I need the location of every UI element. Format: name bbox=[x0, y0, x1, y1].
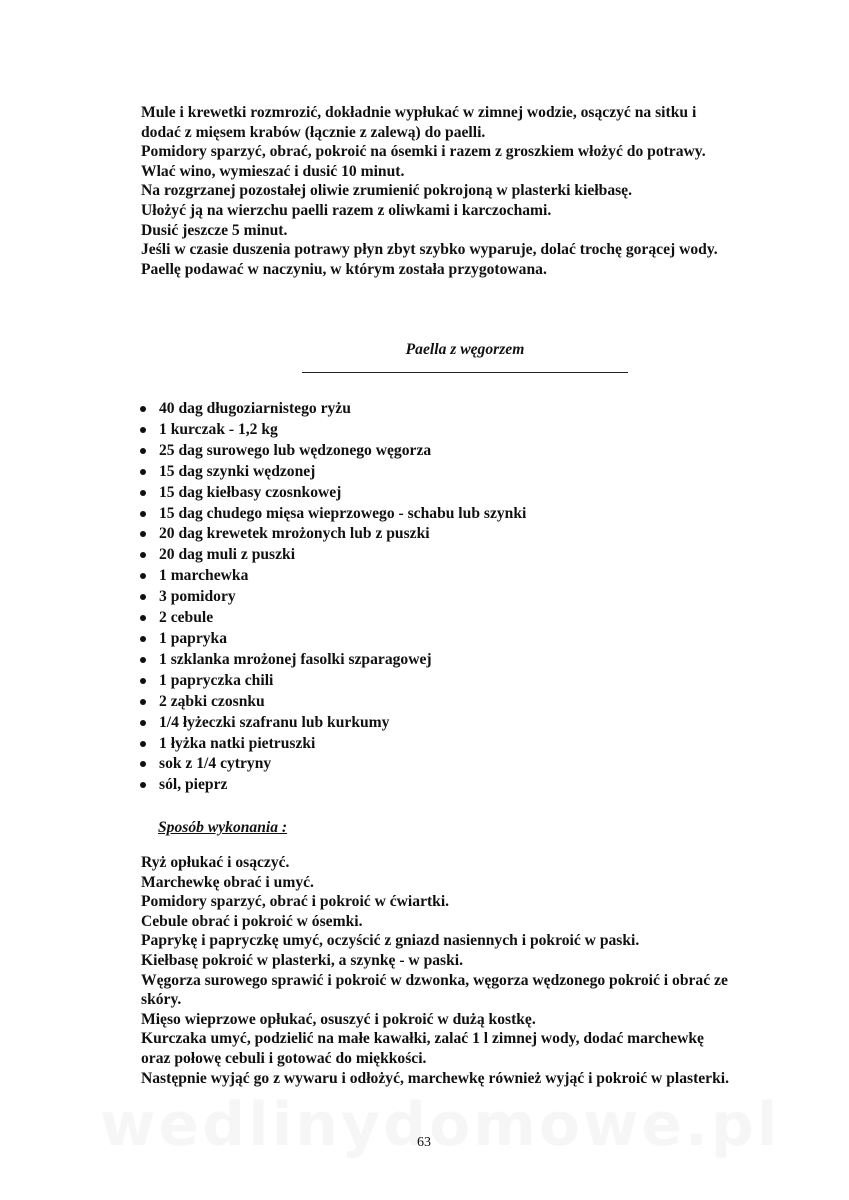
ingredient-item bbox=[139, 650, 799, 671]
step-line: Ryż opłukać i osączyć. bbox=[141, 854, 290, 871]
ingredient-text: 40 dag długoziarnistego ryżu bbox=[159, 400, 351, 417]
ingredient-item bbox=[139, 671, 799, 692]
bullet-icon bbox=[140, 552, 146, 558]
ingredient-text: 20 dag krewetek mrożonych lub z puszki bbox=[159, 525, 430, 543]
bullet-icon bbox=[140, 573, 146, 579]
ingredient-item bbox=[139, 587, 799, 608]
bullet-icon bbox=[140, 699, 146, 705]
bullet-icon bbox=[140, 678, 146, 684]
ingredient-text: 1 kurczak - 1,2 kg bbox=[159, 420, 278, 438]
ingredient-item bbox=[139, 692, 799, 713]
step-line: Kurczaka umyć, podzielić na małe kawałki, zalać 1 l zimnej wody, dodać marchewkę bbox=[141, 1030, 704, 1048]
ingredient-text: 2 cebule bbox=[159, 609, 214, 627]
method-heading: Sposób wykonania : bbox=[158, 819, 288, 836]
ingredient-item bbox=[139, 441, 799, 462]
ingredient-text: 3 pomidory bbox=[159, 588, 236, 606]
ingredient-text: 1 łyżka natki pietruszki bbox=[159, 734, 316, 752]
ingredient-item bbox=[139, 524, 799, 545]
step-line: Cebule obrać i pokroić w ósemki. bbox=[141, 912, 363, 930]
ingredient-list bbox=[139, 399, 799, 796]
title-underline-rule bbox=[302, 372, 628, 373]
method-steps bbox=[141, 853, 801, 1088]
bullet-icon bbox=[140, 427, 146, 433]
bullet-icon bbox=[140, 741, 146, 747]
intro-line: Paellę podawać w naczyniu, w którym została przygotowana. bbox=[141, 260, 547, 278]
ingredient-item bbox=[139, 734, 799, 755]
page-number: 63 bbox=[417, 1135, 431, 1150]
ingredient-text: 15 dag szynki wędzonej bbox=[159, 462, 316, 480]
ingredient-text: sól, pieprz bbox=[159, 776, 228, 794]
bullet-icon bbox=[140, 594, 146, 600]
intro-line: dodać z mięsem krabów (łącznie z zalewą) do paelli. bbox=[141, 123, 486, 141]
ingredient-item bbox=[139, 713, 799, 734]
step-line: Kiełbasę pokroić w plasterki, a szynkę - w paski. bbox=[141, 951, 464, 969]
ingredient-item bbox=[139, 483, 799, 504]
bullet-icon bbox=[140, 490, 146, 496]
ingredient-text: 15 dag chudego mięsa wieprzowego - schabu lub szynki bbox=[159, 504, 527, 522]
intro-line: Mule i krewetki rozmrozić, dokładnie wypłukać w zimnej wodzie, osączyć na sitku i bbox=[141, 104, 697, 121]
intro-line: Ułożyć ją na wierzchu paelli razem z oliwkami i karczochami. bbox=[141, 201, 552, 219]
ingredient-text: 1/4 łyżeczki szafranu lub kurkumy bbox=[159, 713, 390, 731]
bullet-icon bbox=[140, 761, 146, 767]
step-line: Marchewkę obrać i umyć. bbox=[141, 873, 314, 891]
ingredient-item bbox=[139, 629, 799, 650]
ingredient-text: 1 papryczka chili bbox=[159, 671, 274, 689]
ingredient-text: 1 szklanka mrożonej fasolki szparagowej bbox=[159, 650, 432, 668]
bullet-icon bbox=[140, 511, 146, 517]
ingredient-item bbox=[139, 545, 799, 566]
recipe-title: Paella z węgorzem bbox=[405, 341, 525, 358]
ingredient-text: 25 dag surowego lub wędzonego węgorza bbox=[159, 441, 432, 459]
bullet-icon bbox=[140, 720, 146, 726]
bullet-icon bbox=[140, 615, 146, 621]
intro-paragraph bbox=[141, 103, 801, 279]
ingredient-item bbox=[139, 399, 799, 420]
bullet-icon bbox=[140, 531, 146, 537]
bullet-icon bbox=[140, 448, 146, 454]
ingredient-text: 1 papryka bbox=[159, 629, 228, 647]
ingredient-text: sok z 1/4 cytryny bbox=[159, 755, 272, 773]
step-line: Następnie wyjąć go z wywaru i odłożyć, marchewkę również wyjąć i pokroić w plasterki. bbox=[141, 1069, 730, 1087]
step-line: Węgorza surowego sprawić i pokroić w dzwonka, węgorza wędzonego pokroić i obrać ze bbox=[141, 971, 728, 989]
bullet-icon bbox=[140, 636, 146, 642]
ingredient-text: 20 dag muli z puszki bbox=[159, 546, 296, 564]
intro-line: Jeśli w czasie duszenia potrawy płyn zbyt szybko wyparuje, dolać trochę gorącej wody. bbox=[141, 241, 718, 259]
step-line: oraz połowę cebuli i gotować do miękkości. bbox=[141, 1049, 427, 1067]
step-line: Mięso wieprzowe opłukać, osuszyć i pokroić w dużą kostkę. bbox=[141, 1010, 536, 1028]
intro-line: Wlać wino, wymieszać i dusić 10 minut. bbox=[141, 162, 405, 180]
step-line: Paprykę i papryczkę umyć, oczyścić z gniazd nasiennych i pokroić w paski. bbox=[141, 932, 640, 950]
ingredient-text: 1 marchewka bbox=[159, 567, 249, 585]
ingredient-item bbox=[139, 462, 799, 483]
intro-line: Pomidory sparzyć, obrać, pokroić na ósemki i razem z groszkiem włożyć do potrawy. bbox=[141, 143, 706, 161]
ingredient-item bbox=[139, 775, 799, 796]
bullet-icon bbox=[140, 406, 146, 412]
intro-line: Na rozgrzanej pozostałej oliwie zrumienić pokrojoną w plasterki kiełbasę. bbox=[141, 182, 633, 200]
bullet-icon bbox=[140, 469, 146, 475]
ingredient-text: 15 dag kiełbasy czosnkowej bbox=[159, 483, 342, 501]
step-line: Pomidory sparzyć, obrać i pokroić w ćwiartki. bbox=[141, 893, 450, 911]
ingredient-item bbox=[139, 420, 799, 441]
bullet-icon bbox=[140, 657, 146, 663]
step-line: skóry. bbox=[141, 991, 182, 1009]
ingredient-text: 2 ząbki czosnku bbox=[159, 692, 265, 710]
ingredient-item bbox=[139, 566, 799, 587]
ingredient-item bbox=[139, 754, 799, 775]
bullet-icon bbox=[140, 782, 146, 788]
ingredient-item bbox=[139, 608, 799, 629]
ingredient-item bbox=[139, 504, 799, 525]
intro-line: Dusić jeszcze 5 minut. bbox=[141, 221, 288, 239]
